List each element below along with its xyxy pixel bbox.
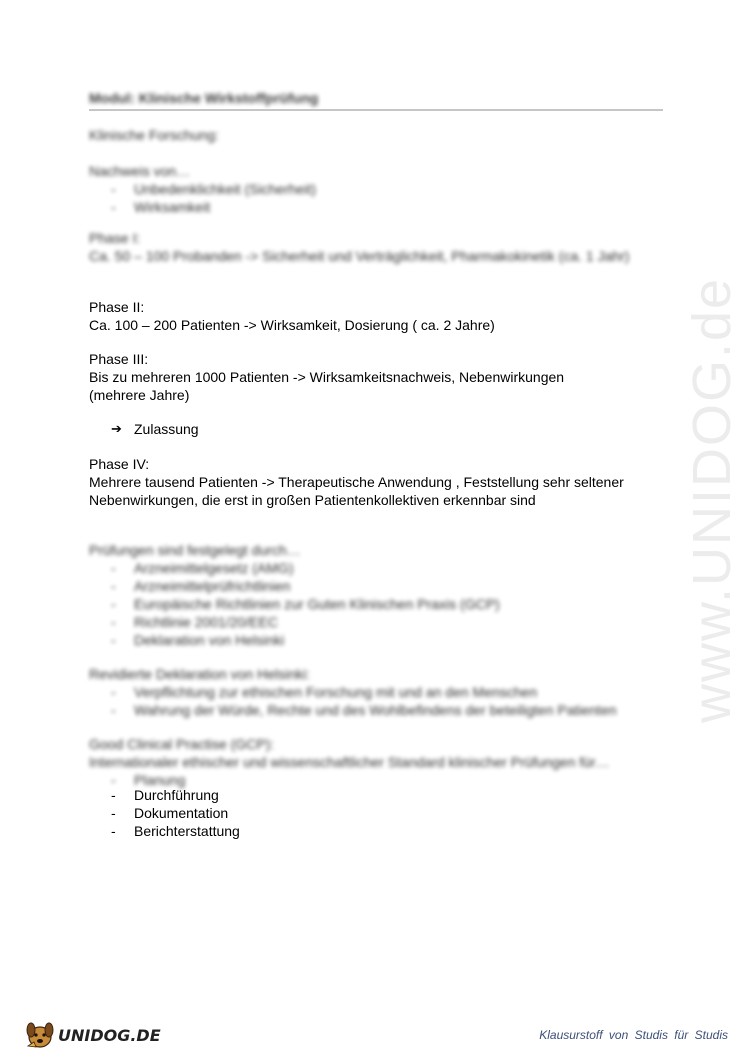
- list-item: - Verpflichtung zur ethischen Forschung mit und an den Menschen: [111, 684, 538, 700]
- unidog-logo[interactable]: [22, 1020, 161, 1050]
- list-item: - Deklaration von Helsinki: [111, 632, 285, 648]
- gcp-items: [89, 786, 649, 840]
- document-title: Modul: Klinische Wirkstoffprüfung: [89, 90, 319, 106]
- watermark: www.UNIDOG.de: [682, 276, 742, 724]
- footer-tagline: Klausurstoff von Studis für Studis: [539, 1028, 728, 1042]
- gcp-subheading: Internationaler ethischer und wissenschaftlicher Standard klinischer Prüfungen für…: [89, 754, 610, 770]
- zulassung-label: Zulassung: [134, 421, 199, 437]
- list-item: - Durchführung: [111, 787, 219, 803]
- list-item: - Arzneimittelprüfrichtlinien: [111, 578, 291, 594]
- pruefungen-heading: Prüfungen sind festgelegt durch…: [89, 542, 301, 558]
- list-item: - Planung: [111, 772, 186, 788]
- list-item: - Europäische Richtlinien zur Guten Klinischen Praxis (GCP): [111, 596, 500, 612]
- dog-icon: [22, 1020, 62, 1050]
- phase1-text: Ca. 50 – 100 Probanden -> Sicherheit und Verträglichkeit, Pharmakokinetik (ca. 1 Jahr): [89, 248, 630, 264]
- phase2-section: [89, 298, 649, 334]
- helsinki-heading: Revidierte Deklaration von Helsinki:: [89, 666, 310, 682]
- phase3-text: Bis zu mehreren 1000 Patienten -> Wirksamkeitsnachweis, Nebenwirkungen (mehrere Jahre): [89, 369, 565, 403]
- phase4-label: Phase IV:: [89, 456, 150, 472]
- phase3-label: Phase III:: [89, 351, 149, 367]
- list-item: - Berichterstattung: [111, 823, 240, 839]
- list-item: - Unbedenklichkeit (Sicherheit): [111, 181, 317, 197]
- title-divider: [89, 109, 663, 111]
- phase3-section: [89, 350, 649, 404]
- zulassung-section: [89, 420, 649, 438]
- gcp-heading: Good Clinical Practise (GCP):: [89, 736, 275, 752]
- nachweis-section: [89, 162, 649, 216]
- gcp-section: [89, 735, 649, 789]
- phase1-label: Phase I:: [89, 230, 141, 246]
- list-item: - Richtlinie 2001/20/EEC: [111, 614, 278, 630]
- list-item: - Dokumentation: [111, 805, 229, 821]
- phase4-section: [89, 455, 649, 509]
- helsinki-section: [89, 665, 649, 719]
- list-item: - Wirksamkeit: [111, 199, 211, 215]
- arrow-right-icon: ➔: [111, 421, 122, 436]
- intro-section: [89, 126, 649, 144]
- logo-text: UNIDOG.DE: [58, 1025, 161, 1045]
- phase2-label: Phase II:: [89, 299, 145, 315]
- phase1-section: [89, 229, 649, 265]
- intro-line: Klinische Forschung:: [89, 127, 219, 143]
- list-item: - Arzneimittelgesetz (AMG): [111, 560, 294, 576]
- nachweis-heading: Nachweis von…: [89, 163, 191, 179]
- phase4-text: Mehrere tausend Patienten -> Therapeutische Anwendung , Feststellung sehr seltener Nebenwirkungen, die erst in großen Patientenkollektiven erkennbar sind: [89, 474, 624, 508]
- list-item: - Wahrung der Würde, Rechte und des Wohlbefindens der beteiligten Patienten: [111, 702, 617, 718]
- zulassung-item: [89, 420, 649, 438]
- phase2-text: Ca. 100 – 200 Patienten -> Wirksamkeit, Dosierung ( ca. 2 Jahre): [89, 317, 495, 333]
- pruefungen-section: [89, 541, 649, 649]
